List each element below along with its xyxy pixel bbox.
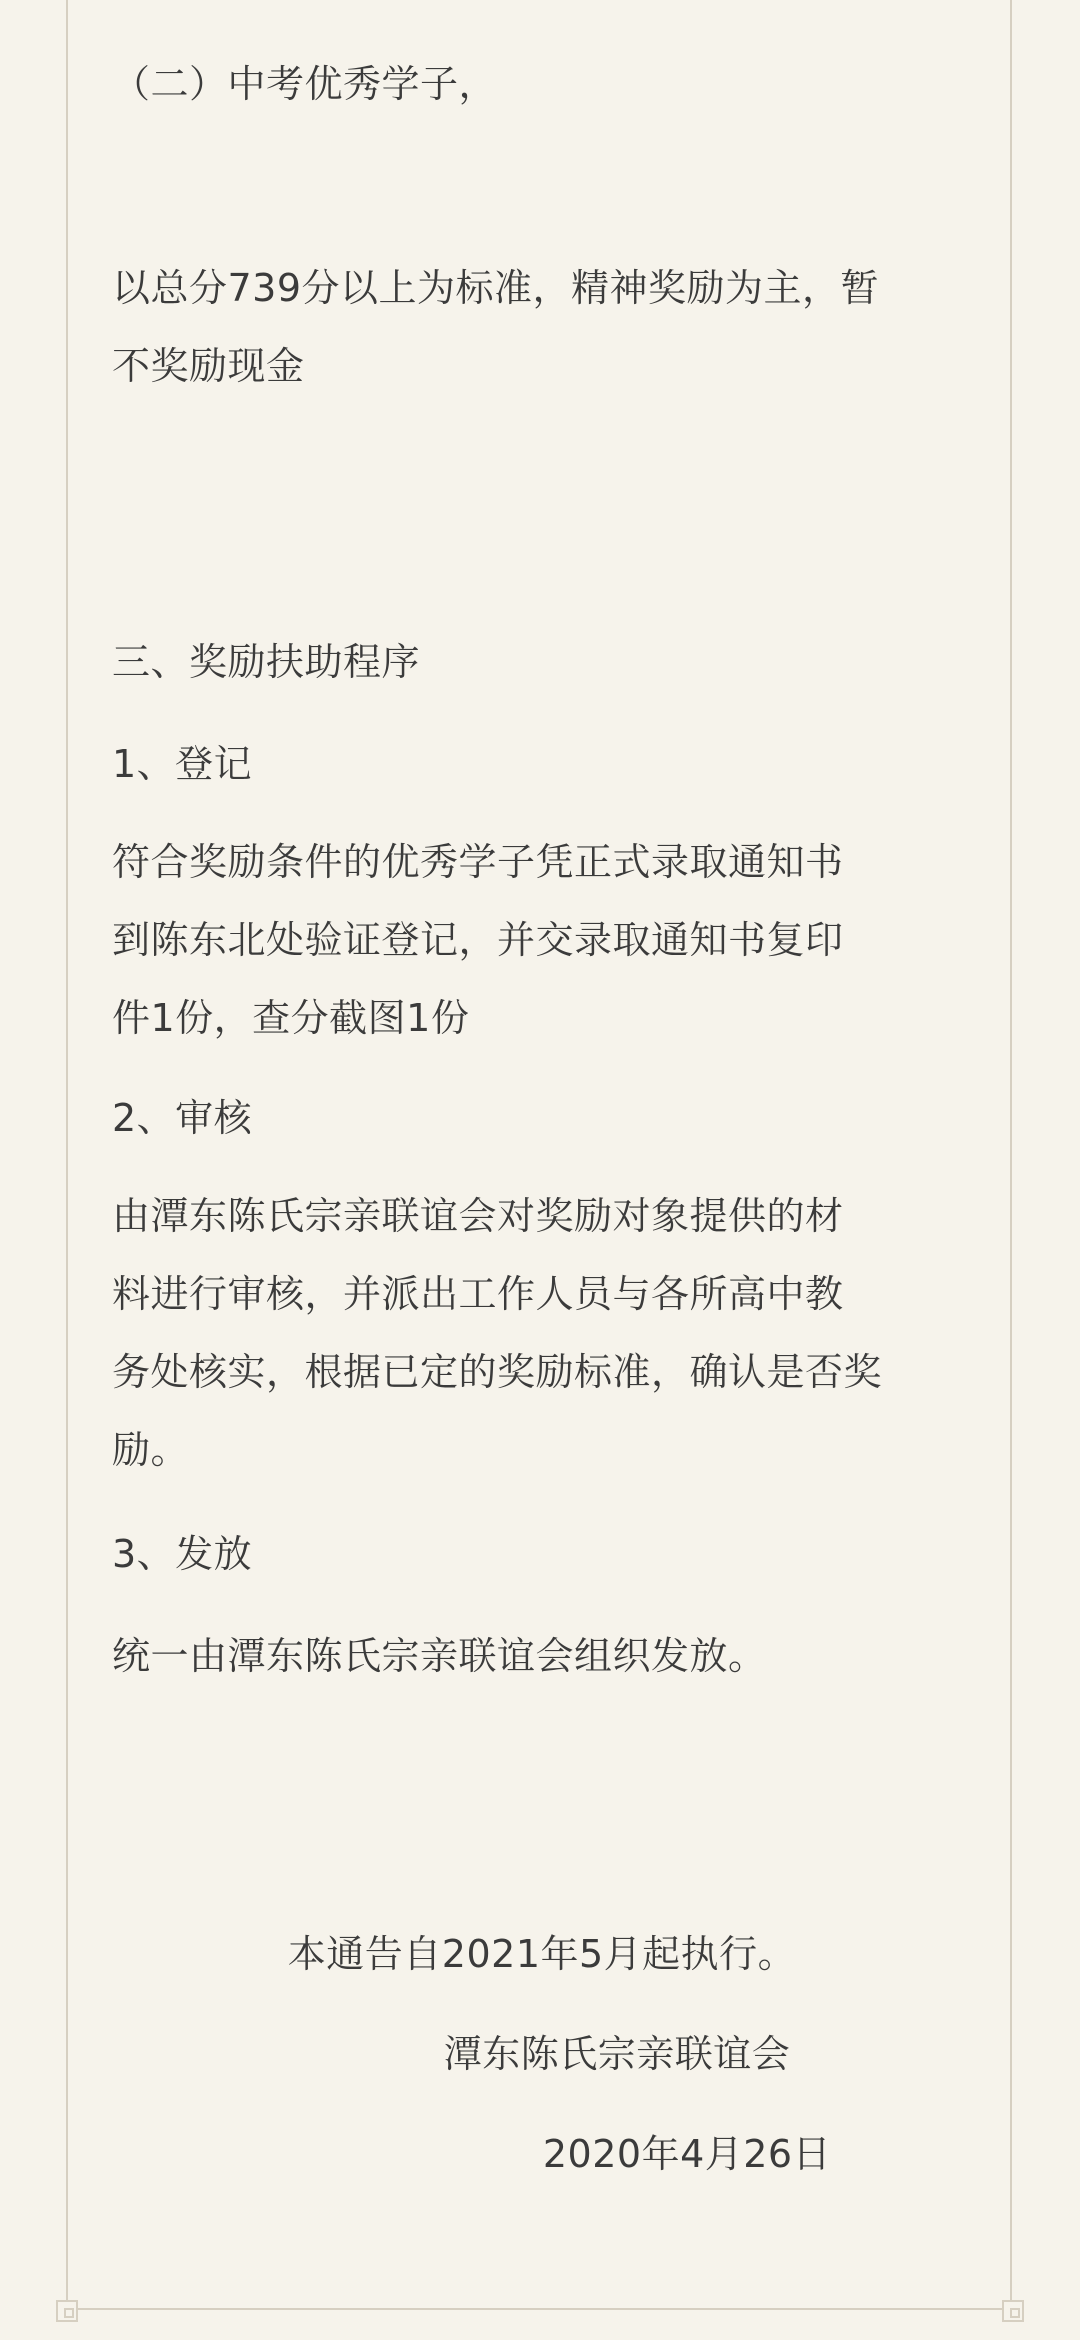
step2-line-3: 务处核实，根据已定的奖励标准，确认是否奖 bbox=[112, 1350, 883, 1394]
signature-organization: 潭东陈氏宗亲联谊会 bbox=[443, 2032, 791, 2076]
middle-school-rule-line-1: 以总分739分以上为标准，精神奖励为主，暂 bbox=[112, 266, 880, 310]
corner-ornament-bottom-right bbox=[1002, 2300, 1024, 2322]
step3-heading: 3、发放 bbox=[112, 1532, 253, 1576]
step1-line-1: 符合奖励条件的优秀学子凭正式录取通知书 bbox=[112, 840, 844, 884]
step2-line-2: 料进行审核，并派出工作人员与各所高中教 bbox=[112, 1272, 844, 1316]
step2-line-4: 励。 bbox=[112, 1428, 190, 1472]
middle-school-rule-line-2: 不奖励现金 bbox=[112, 344, 305, 388]
step2-line-1: 由潭东陈氏宗亲联谊会对奖励对象提供的材 bbox=[112, 1194, 844, 1238]
step2-heading: 2、审核 bbox=[112, 1096, 253, 1140]
step1-heading: 1、登记 bbox=[112, 742, 253, 786]
step1-line-3: 件1份，查分截图1份 bbox=[112, 996, 470, 1040]
middle-school-heading: （二）中考优秀学子， bbox=[112, 62, 498, 106]
step3-line-1: 统一由潭东陈氏宗亲联谊会组织发放。 bbox=[112, 1634, 767, 1678]
corner-ornament-bottom-left bbox=[56, 2300, 78, 2322]
step1-line-2: 到陈东北处验证登记，并交录取通知书复印 bbox=[112, 918, 844, 962]
signature-date: 2020年4月26日 bbox=[542, 2132, 832, 2176]
effective-notice: 本通告自2021年5月起执行。 bbox=[287, 1932, 797, 1976]
procedure-heading: 三、奖励扶助程序 bbox=[112, 640, 421, 684]
